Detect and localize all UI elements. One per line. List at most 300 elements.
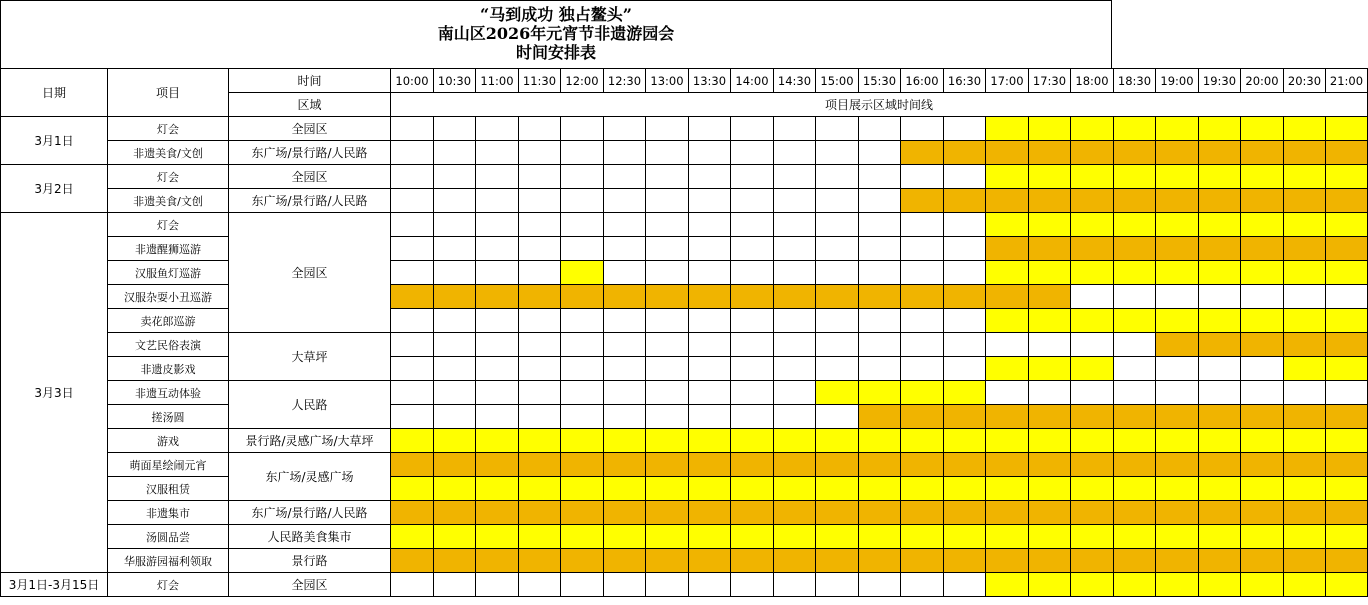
schedule-row (1, 405, 1368, 429)
timeline-cell-white (519, 261, 561, 285)
timeline-cell-white (859, 357, 901, 381)
timeline-cell-yellow (1114, 477, 1156, 501)
timeline-cell-orange (1071, 237, 1114, 261)
timeline-cell-white (519, 309, 561, 333)
time-header-cell: 21:00 (1326, 69, 1368, 93)
timeline-cell-white (646, 309, 689, 333)
timeline-cell-orange (944, 453, 986, 477)
timeline-cell-orange (1241, 549, 1284, 573)
timeline-cell-yellow (1284, 525, 1326, 549)
timeline-cell-white (519, 117, 561, 141)
area-cell: 大草坪 (229, 333, 391, 381)
timeline-cell-orange (1114, 549, 1156, 573)
timeline-cell-yellow (944, 525, 986, 549)
timeline-cell-white (561, 333, 604, 357)
timeline-cell-yellow (391, 525, 434, 549)
timeline-cell-yellow (1199, 573, 1241, 597)
timeline-cell-yellow (986, 429, 1029, 453)
timeline-cell-yellow (1114, 213, 1156, 237)
item-cell: 灯会 (108, 117, 229, 141)
timeline-cell-orange (1284, 237, 1326, 261)
timeline-cell-yellow (604, 429, 646, 453)
timeline-cell-white (476, 237, 519, 261)
area-cell: 东广场/景行路/人民路 (229, 141, 391, 165)
timeline-cell-yellow (944, 381, 986, 405)
schedule-table (0, 68, 1368, 597)
timeline-cell-white (391, 357, 434, 381)
timeline-cell-orange (391, 285, 434, 309)
schedule-row (1, 165, 1368, 189)
timeline-cell-white (476, 309, 519, 333)
schedule-row (1, 333, 1368, 357)
timeline-cell-orange (986, 453, 1029, 477)
timeline-cell-yellow (1156, 261, 1199, 285)
time-header-cell: 19:30 (1199, 69, 1241, 93)
timeline-cell-yellow (986, 213, 1029, 237)
item-cell: 游戏 (108, 429, 229, 453)
timeline-cell-orange (1326, 549, 1368, 573)
timeline-cell-white (1241, 357, 1284, 381)
timeline-cell-white (1114, 285, 1156, 309)
timeline-cell-orange (1029, 501, 1071, 525)
timeline-cell-yellow (1029, 525, 1071, 549)
timeline-cell-white (646, 357, 689, 381)
item-cell: 汉服杂耍小丑巡游 (108, 285, 229, 309)
timeline-cell-yellow (1326, 117, 1368, 141)
header-item: 项目 (108, 69, 229, 117)
timeline-cell-yellow (1114, 429, 1156, 453)
timeline-cell-orange (1326, 405, 1368, 429)
timeline-cell-orange (1284, 141, 1326, 165)
timeline-cell-white (816, 261, 859, 285)
timeline-cell-orange (901, 285, 944, 309)
area-cell: 全园区 (229, 165, 391, 189)
timeline-cell-yellow (1326, 165, 1368, 189)
time-header-cell: 14:00 (731, 69, 774, 93)
time-header-cell: 16:30 (944, 69, 986, 93)
timeline-cell-white (689, 405, 731, 429)
timeline-cell-orange (774, 285, 816, 309)
timeline-cell-white (476, 213, 519, 237)
timeline-cell-orange (859, 501, 901, 525)
timeline-cell-orange (944, 141, 986, 165)
timeline-cell-white (519, 165, 561, 189)
timeline-cell-white (434, 405, 476, 429)
timeline-cell-white (476, 405, 519, 429)
timeline-cell-white (1071, 285, 1114, 309)
timeline-cell-yellow (986, 477, 1029, 501)
timeline-cell-white (944, 237, 986, 261)
timeline-cell-yellow (1199, 213, 1241, 237)
time-header-cell: 12:00 (561, 69, 604, 93)
timeline-cell-yellow (1199, 477, 1241, 501)
timeline-cell-white (434, 117, 476, 141)
timeline-cell-orange (1199, 453, 1241, 477)
timeline-cell-yellow (1199, 165, 1241, 189)
timeline-cell-white (434, 165, 476, 189)
timeline-cell-white (774, 357, 816, 381)
timeline-cell-orange (1326, 453, 1368, 477)
area-cell: 景行路/灵感广场/大草坪 (229, 429, 391, 453)
timeline-cell-yellow (774, 429, 816, 453)
timeline-cell-yellow (859, 381, 901, 405)
timeline-cell-white (731, 333, 774, 357)
header-date: 日期 (1, 69, 108, 117)
timeline-cell-white (731, 213, 774, 237)
timeline-cell-orange (519, 501, 561, 525)
timeline-cell-white (1071, 333, 1114, 357)
timeline-cell-orange (1199, 141, 1241, 165)
timeline-cell-white (1156, 381, 1199, 405)
timeline-cell-yellow (1241, 477, 1284, 501)
timeline-cell-orange (944, 405, 986, 429)
timeline-cell-yellow (1071, 573, 1114, 597)
timeline-cell-orange (731, 549, 774, 573)
area-cell: 东广场/灵感广场 (229, 453, 391, 501)
timeline-cell-white (1071, 381, 1114, 405)
timeline-cell-yellow (986, 357, 1029, 381)
timeline-cell-yellow (476, 429, 519, 453)
timeline-cell-yellow (1156, 573, 1199, 597)
timeline-cell-white (646, 117, 689, 141)
timeline-cell-orange (1156, 453, 1199, 477)
timeline-cell-white (816, 141, 859, 165)
timeline-cell-white (646, 189, 689, 213)
schedule-row (1, 213, 1368, 237)
timeline-cell-white (434, 573, 476, 597)
timeline-cell-orange (986, 285, 1029, 309)
timeline-cell-orange (1156, 333, 1199, 357)
timeline-cell-yellow (1029, 573, 1071, 597)
timeline-cell-orange (816, 285, 859, 309)
timeline-cell-yellow (561, 525, 604, 549)
timeline-cell-orange (689, 453, 731, 477)
title-schedule: 时间安排表 (515, 43, 596, 62)
timeline-cell-white (434, 237, 476, 261)
timeline-cell-white (816, 309, 859, 333)
timeline-cell-orange (1284, 453, 1326, 477)
timeline-cell-white (774, 261, 816, 285)
timeline-cell-yellow (476, 525, 519, 549)
item-cell: 灯会 (108, 165, 229, 189)
timeline-cell-orange (901, 549, 944, 573)
timeline-cell-yellow (1284, 357, 1326, 381)
timeline-cell-yellow (1156, 477, 1199, 501)
schedule-row (1, 429, 1368, 453)
timeline-cell-yellow (1241, 117, 1284, 141)
timeline-cell-white (859, 309, 901, 333)
timeline-cell-white (604, 309, 646, 333)
date-cell: 3月1日-3月15日 (1, 573, 108, 597)
timeline-cell-orange (689, 549, 731, 573)
time-header-cell: 18:00 (1071, 69, 1114, 93)
timeline-cell-yellow (1241, 213, 1284, 237)
schedule-row (1, 573, 1368, 597)
timeline-cell-white (604, 381, 646, 405)
timeline-cell-orange (689, 501, 731, 525)
timeline-cell-yellow (1156, 213, 1199, 237)
timeline-cell-orange (1241, 405, 1284, 429)
item-cell: 非遗皮影戏 (108, 357, 229, 381)
timeline-cell-yellow (519, 525, 561, 549)
timeline-cell-yellow (1071, 525, 1114, 549)
timeline-cell-orange (1029, 285, 1071, 309)
timeline-cell-yellow (901, 429, 944, 453)
area-cell: 景行路 (229, 549, 391, 573)
timeline-cell-white (391, 213, 434, 237)
timeline-cell-white (519, 357, 561, 381)
schedule-row (1, 357, 1368, 381)
timeline-cell-white (816, 189, 859, 213)
timeline-cell-orange (1114, 453, 1156, 477)
timeline-cell-white (944, 333, 986, 357)
item-cell: 非遗互动体验 (108, 381, 229, 405)
timeline-cell-orange (1199, 405, 1241, 429)
timeline-cell-orange (1156, 501, 1199, 525)
timeline-cell-white (561, 573, 604, 597)
timeline-cell-yellow (986, 525, 1029, 549)
timeline-cell-orange (1241, 237, 1284, 261)
timeline-cell-orange (1241, 189, 1284, 213)
timeline-cell-yellow (1071, 477, 1114, 501)
timeline-cell-white (816, 165, 859, 189)
timeline-cell-yellow (1284, 429, 1326, 453)
timeline-cell-white (561, 117, 604, 141)
timeline-cell-white (774, 405, 816, 429)
timeline-cell-orange (1114, 189, 1156, 213)
timeline-cell-white (604, 357, 646, 381)
timeline-cell-yellow (1326, 525, 1368, 549)
timeline-cell-orange (986, 549, 1029, 573)
timeline-cell-white (689, 573, 731, 597)
timeline-cell-white (561, 357, 604, 381)
item-cell: 非遗集市 (108, 501, 229, 525)
timeline-cell-white (646, 165, 689, 189)
timeline-cell-yellow (519, 429, 561, 453)
schedule-row (1, 501, 1368, 525)
timeline-cell-white (604, 261, 646, 285)
timeline-cell-orange (1199, 501, 1241, 525)
timeline-cell-white (944, 117, 986, 141)
timeline-cell-white (731, 261, 774, 285)
timeline-cell-white (1199, 381, 1241, 405)
item-cell: 华服游园福利领取 (108, 549, 229, 573)
timeline-cell-yellow (731, 477, 774, 501)
timeline-cell-yellow (986, 261, 1029, 285)
timeline-cell-orange (944, 189, 986, 213)
timeline-cell-yellow (986, 309, 1029, 333)
timeline-cell-white (519, 213, 561, 237)
timeline-cell-yellow (1199, 525, 1241, 549)
timeline-cell-orange (859, 405, 901, 429)
timeline-cell-yellow (986, 117, 1029, 141)
timeline-cell-white (774, 573, 816, 597)
timeline-cell-white (901, 357, 944, 381)
timeline-cell-white (519, 381, 561, 405)
timeline-cell-white (476, 357, 519, 381)
timeline-cell-white (859, 189, 901, 213)
timeline-cell-white (604, 165, 646, 189)
timeline-cell-white (1114, 357, 1156, 381)
schedule-row (1, 285, 1368, 309)
timeline-cell-white (731, 141, 774, 165)
timeline-cell-white (646, 141, 689, 165)
schedule-row (1, 117, 1368, 141)
header-time: 时间 (229, 69, 391, 93)
timeline-cell-orange (1199, 189, 1241, 213)
timeline-cell-white (816, 237, 859, 261)
timeline-cell-white (434, 261, 476, 285)
timeline-cell-white (731, 573, 774, 597)
timeline-cell-white (986, 381, 1029, 405)
time-header-cell: 12:30 (604, 69, 646, 93)
timeline-cell-white (1284, 285, 1326, 309)
timeline-cell-white (391, 189, 434, 213)
timeline-cell-yellow (1029, 357, 1071, 381)
timeline-cell-orange (731, 453, 774, 477)
timeline-cell-yellow (1241, 573, 1284, 597)
timeline-cell-orange (1326, 333, 1368, 357)
timeline-cell-orange (986, 501, 1029, 525)
item-cell: 卖花郎巡游 (108, 309, 229, 333)
timeline-cell-orange (986, 405, 1029, 429)
timeline-cell-white (689, 309, 731, 333)
timeline-cell-white (476, 189, 519, 213)
timeline-cell-yellow (476, 477, 519, 501)
time-header-cell: 15:30 (859, 69, 901, 93)
timeline-cell-orange (1326, 141, 1368, 165)
timeline-cell-white (561, 213, 604, 237)
header-row-time (1, 69, 1368, 93)
timeline-cell-orange (1284, 333, 1326, 357)
timeline-cell-orange (1199, 549, 1241, 573)
timeline-cell-orange (476, 453, 519, 477)
schedule-row (1, 381, 1368, 405)
timeline-cell-yellow (1241, 261, 1284, 285)
timeline-cell-white (561, 189, 604, 213)
timeline-cell-orange (986, 189, 1029, 213)
timeline-cell-orange (1199, 333, 1241, 357)
timeline-cell-orange (646, 453, 689, 477)
timeline-cell-white (391, 573, 434, 597)
timeline-cell-white (391, 117, 434, 141)
timeline-cell-white (816, 117, 859, 141)
item-cell: 汉服租赁 (108, 477, 229, 501)
timeline-cell-yellow (561, 477, 604, 501)
timeline-cell-yellow (1241, 525, 1284, 549)
item-cell: 非遗美食/文创 (108, 189, 229, 213)
timeline-cell-orange (901, 405, 944, 429)
timeline-cell-orange (519, 453, 561, 477)
timeline-cell-orange (1326, 189, 1368, 213)
timeline-cell-yellow (816, 429, 859, 453)
timeline-cell-orange (561, 549, 604, 573)
item-cell: 非遗醒狮巡游 (108, 237, 229, 261)
timeline-cell-yellow (1071, 261, 1114, 285)
timeline-cell-white (859, 213, 901, 237)
schedule-row (1, 525, 1368, 549)
timeline-cell-white (816, 357, 859, 381)
timeline-cell-orange (1114, 141, 1156, 165)
timeline-cell-white (731, 117, 774, 141)
item-cell: 汤圆品尝 (108, 525, 229, 549)
timeline-cell-white (519, 405, 561, 429)
timeline-cell-orange (391, 549, 434, 573)
timeline-cell-white (1114, 381, 1156, 405)
timeline-cell-orange (689, 285, 731, 309)
area-cell: 全园区 (229, 117, 391, 141)
timeline-cell-white (901, 213, 944, 237)
timeline-cell-orange (1284, 405, 1326, 429)
item-cell: 萌面星绘闹元宵 (108, 453, 229, 477)
timeline-cell-white (1284, 381, 1326, 405)
timeline-cell-orange (519, 549, 561, 573)
timeline-cell-yellow (689, 429, 731, 453)
timeline-cell-yellow (1284, 309, 1326, 333)
time-header-cell: 18:30 (1114, 69, 1156, 93)
timeline-cell-yellow (859, 429, 901, 453)
timeline-cell-orange (731, 501, 774, 525)
timeline-cell-orange (986, 237, 1029, 261)
timeline-cell-white (434, 213, 476, 237)
timeline-cell-yellow (1029, 165, 1071, 189)
timeline-cell-white (391, 141, 434, 165)
timeline-cell-yellow (1326, 213, 1368, 237)
timeline-cell-yellow (1241, 165, 1284, 189)
time-header-cell: 15:00 (816, 69, 859, 93)
timeline-cell-white (1199, 357, 1241, 381)
timeline-cell-yellow (1199, 429, 1241, 453)
schedule-row (1, 309, 1368, 333)
timeline-cell-white (859, 237, 901, 261)
timeline-cell-white (944, 309, 986, 333)
timeline-cell-white (944, 213, 986, 237)
timeline-cell-yellow (604, 525, 646, 549)
timeline-cell-white (689, 333, 731, 357)
timeline-cell-white (391, 333, 434, 357)
item-cell: 非遗美食/文创 (108, 141, 229, 165)
timeline-cell-white (774, 381, 816, 405)
schedule-row (1, 549, 1368, 573)
title-event: 南山区2026年元宵节非遗游园会 (437, 24, 675, 43)
timeline-cell-orange (859, 549, 901, 573)
timeline-cell-orange (986, 141, 1029, 165)
timeline-cell-white (859, 573, 901, 597)
timeline-cell-yellow (859, 525, 901, 549)
timeline-cell-orange (1241, 141, 1284, 165)
timeline-cell-yellow (1156, 429, 1199, 453)
timeline-cell-orange (1029, 549, 1071, 573)
timeline-cell-white (731, 357, 774, 381)
timeline-cell-orange (1284, 549, 1326, 573)
timeline-cell-yellow (816, 525, 859, 549)
timeline-cell-yellow (1156, 525, 1199, 549)
timeline-cell-orange (646, 549, 689, 573)
timeline-cell-white (689, 237, 731, 261)
timeline-cell-yellow (1326, 429, 1368, 453)
time-header-cell: 20:30 (1284, 69, 1326, 93)
timeline-cell-yellow (1199, 261, 1241, 285)
timeline-cell-yellow (986, 165, 1029, 189)
timeline-cell-white (434, 381, 476, 405)
timeline-cell-orange (1029, 141, 1071, 165)
timeline-cell-white (901, 309, 944, 333)
timeline-cell-yellow (1326, 261, 1368, 285)
timeline-cell-orange (434, 285, 476, 309)
timeline-cell-yellow (1114, 165, 1156, 189)
timeline-cell-white (391, 381, 434, 405)
timeline-cell-orange (1029, 189, 1071, 213)
